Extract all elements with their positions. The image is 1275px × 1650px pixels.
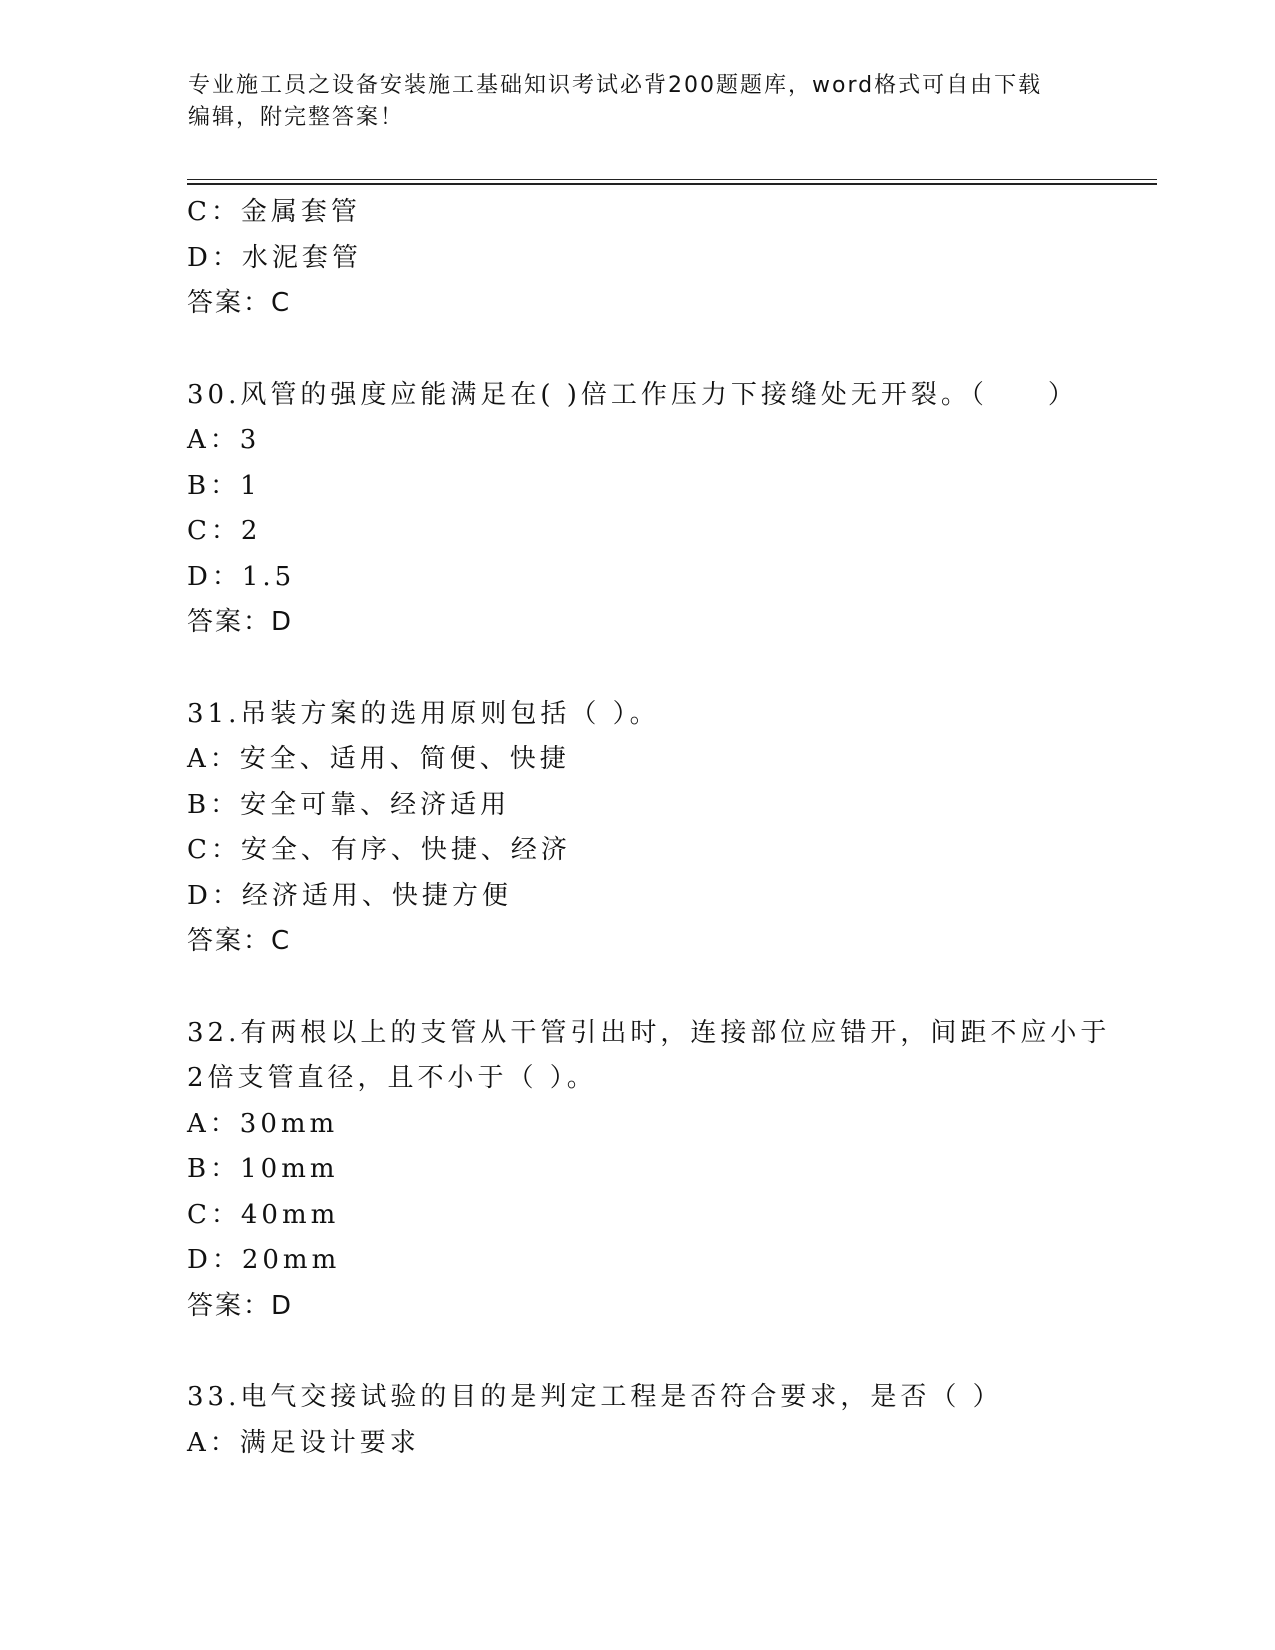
option-line: B：安全可靠、经济适用 <box>187 789 511 820</box>
option-line: A：安全、适用、简便、快捷 <box>187 744 570 774</box>
option-line: C：40mm <box>187 1199 340 1230</box>
question-text: 30.风管的强度应能满足在( )倍工作压力下接缝处无开裂。（ ） <box>187 379 1078 410</box>
option-line: C：安全、有序、快捷、经济 <box>187 835 571 865</box>
document-header <box>188 70 1078 134</box>
option-line: B：1 <box>187 470 261 501</box>
option-line: D：经济适用、快捷方便 <box>187 880 512 911</box>
answer-line: 答案：D <box>187 1290 294 1321</box>
option-line: D：水泥套管 <box>187 242 362 273</box>
option-line: D：1.5 <box>187 561 296 592</box>
header-title-line-2: 编辑，附完整答案！ <box>188 105 405 130</box>
spacer <box>187 327 1087 373</box>
question-33 <box>187 1375 1087 1466</box>
question-list <box>187 190 1111 1466</box>
question-text-continued: 2倍支管直径，且不小于（ ）。 <box>187 1063 597 1093</box>
spacer <box>187 1329 1087 1375</box>
option-line: A：满足设计要求 <box>187 1427 420 1458</box>
header-title-line-1: 专业施工员之设备安装施工基础知识考试必背200题题库，word格式可自由下载 <box>188 73 1043 98</box>
spacer <box>187 965 1087 1011</box>
answer-line: 答案：D <box>187 607 294 637</box>
option-line: C：金属套管 <box>187 197 361 227</box>
option-line: B：10mm <box>187 1154 339 1184</box>
option-line: A：3 <box>187 425 261 455</box>
question-text: 32.有两根以上的支管从干管引出时，连接部位应错开，间距不应小于 <box>187 1017 1111 1048</box>
question-32 <box>187 1011 1111 1330</box>
option-line: D：20mm <box>187 1245 341 1275</box>
question-31 <box>187 692 1087 965</box>
answer-line: 答案：C <box>187 926 292 956</box>
spacer <box>187 646 1087 692</box>
answer-line: 答案：C <box>187 288 292 318</box>
header-divider-thick <box>187 183 1157 185</box>
header-divider-thin <box>187 179 1157 180</box>
question-text: 33.电气交接试验的目的是判定工程是否符合要求，是否（ ） <box>187 1382 1003 1412</box>
option-line: C：2 <box>187 516 262 546</box>
option-line: A：30mm <box>187 1108 339 1139</box>
question-fragment-29 <box>187 190 1087 327</box>
question-30 <box>187 373 1087 646</box>
question-text: 31.吊装方案的选用原则包括（ ）。 <box>187 698 660 729</box>
